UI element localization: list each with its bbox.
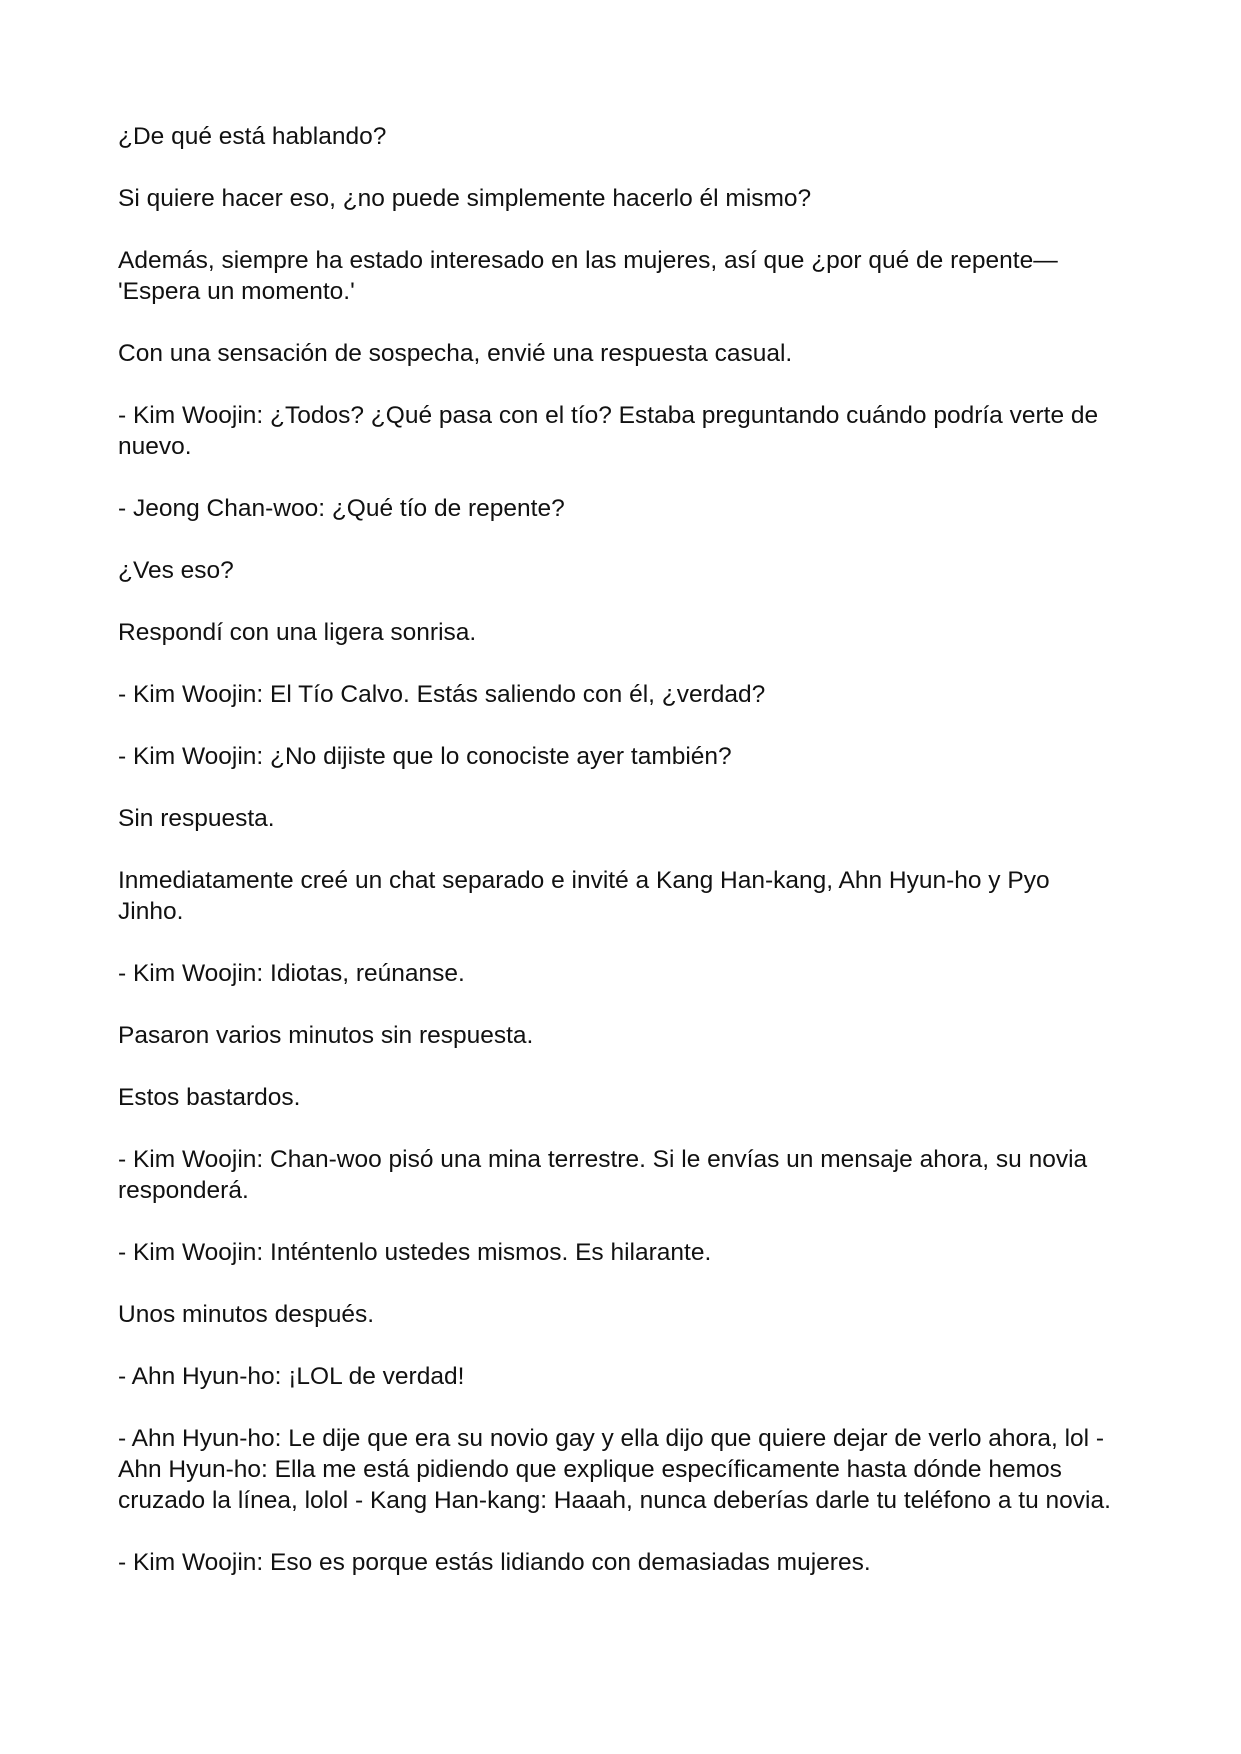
chat-line: - Kim Woojin: Chan-woo pisó una mina terrestre. Si le envías un mensaje ahora, su novia responderá.	[118, 1146, 1088, 1204]
paragraph: Además, siempre ha estado interesado en las mujeres, así que ¿por qué de repente— 'Espera un momento.'	[118, 247, 1058, 305]
chat-line: - Kim Woojin: Inténtenlo ustedes mismos. Es hilarante.	[118, 1239, 712, 1266]
paragraph: Estos bastardos.	[118, 1084, 301, 1111]
chat-line: - Kim Woojin: ¿No dijiste que lo conociste ayer también?	[118, 743, 732, 770]
paragraph: ¿De qué está hablando?	[118, 123, 387, 150]
paragraph: Si quiere hacer eso, ¿no puede simplemente hacerlo él mismo?	[118, 185, 812, 212]
paragraph: Pasaron varios minutos sin respuesta.	[118, 1022, 534, 1049]
chat-line: - Kim Woojin: El Tío Calvo. Estás saliendo con él, ¿verdad?	[118, 681, 766, 708]
chat-line: - Ahn Hyun-ho: ¡LOL de verdad!	[118, 1363, 465, 1390]
chat-line: - Ahn Hyun-ho: Le dije que era su novio gay y ella dijo que quiere dejar de verlo ahora, lol - Ahn Hyun-ho: Ella me está pidiendo que explique específicamente hasta dónde hemos cruzado la línea, lolol - Kang Han-kang: Haaah, nunca deberías darle tu teléfono a tu novia.	[118, 1425, 1111, 1514]
paragraph: Inmediatamente creé un chat separado e invité a Kang Han-kang, Ahn Hyun-ho y Pyo Jinho.	[118, 867, 1050, 925]
paragraph: Respondí con una ligera sonrisa.	[118, 619, 477, 646]
paragraph: ¿Ves eso?	[118, 557, 234, 584]
paragraph: Unos minutos después.	[118, 1301, 375, 1328]
chat-line: - Kim Woojin: ¿Todos? ¿Qué pasa con el tío? Estaba preguntando cuándo podría verte de nuevo.	[118, 402, 1099, 460]
paragraph: Con una sensación de sospecha, envié una respuesta casual.	[118, 340, 793, 367]
paragraph: Sin respuesta.	[118, 805, 275, 832]
chat-line: - Kim Woojin: Eso es porque estás lidiando con demasiadas mujeres.	[118, 1549, 871, 1576]
chat-line: - Kim Woojin: Idiotas, reúnanse.	[118, 960, 465, 987]
chat-line: - Jeong Chan-woo: ¿Qué tío de repente?	[118, 495, 565, 522]
